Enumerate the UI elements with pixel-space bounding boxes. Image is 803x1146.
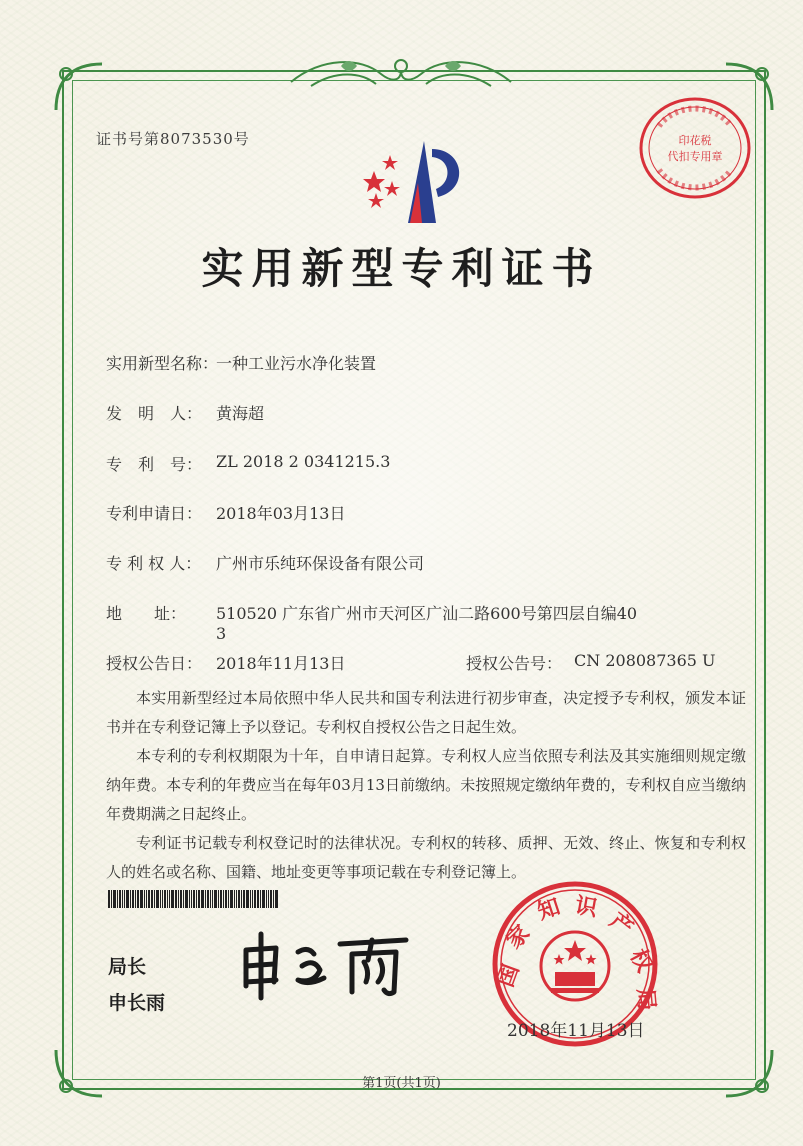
patentee-value: 广州市乐纯环保设备有限公司: [216, 554, 425, 573]
seal-char-3: 知: [534, 893, 564, 926]
director-signature: [236, 930, 416, 1002]
top-floral-ornament: [281, 52, 521, 96]
address-value-line1: 510520 广东省广州市天河区广汕二路600号第四层自编40: [216, 604, 638, 623]
national-emblem-icon: [541, 932, 609, 1000]
inventor-value: 黄海超: [216, 404, 265, 423]
seal-char-4: 识: [573, 892, 600, 922]
grant-number-value: CN 208087365 U: [574, 651, 716, 670]
patentee-label: 专 利 权 人：: [106, 554, 202, 573]
barcode: [108, 890, 343, 908]
seal-char-6: 权: [624, 944, 658, 977]
body-paragraph-3: 专利证书记载专利权登记时的法律状况。专利权的转移、质押、无效、终止、恢复和专利权人的姓名或名称、国籍、地址变更等事项记载在专利登记簿上。: [106, 834, 746, 881]
director-name: 申长雨: [108, 992, 166, 1014]
grant-date-label: 授权公告日：: [106, 654, 203, 673]
logo-p-stem: [408, 141, 436, 223]
inventor-label: 发 明 人：: [106, 404, 203, 423]
seal-char-1: 国: [492, 960, 525, 991]
patent-number-value: ZL 2018 2 0341215.3: [216, 452, 391, 471]
patent-office-logo: [352, 133, 480, 228]
address-value-line2: 3: [216, 624, 227, 643]
body-paragraph-2: 本专利的专利权期限为十年，自申请日起算。专利权人应当依照专利法及其实施细则规定缴纳年费。本专利的年费应当在每年03月13日前缴纳。未按照规定缴纳年费的，专利权自应当缴纳年费期满之日起终止。: [106, 747, 746, 823]
logo-p-bowl: [432, 149, 459, 197]
director-title: 局长: [108, 956, 147, 978]
tax-stamp-line1: 印花税: [678, 134, 712, 147]
body-paragraph-1: 本实用新型经过本局依照中华人民共和国专利法进行初步审查，决定授予专利权，颁发本证书并在专利登记簿上予以登记。专利权自授权公告之日起生效。: [106, 689, 746, 736]
grant-number-label: 授权公告号：: [466, 654, 563, 673]
certificate-title: 实用新型专利证书: [201, 244, 602, 293]
tax-stamp-line2: 代扣专用章: [667, 150, 723, 163]
patent-number-label: 专 利 号：: [106, 455, 203, 474]
address-label: 地 址：: [106, 604, 187, 623]
seal-char-7: 局: [632, 987, 660, 1012]
application-date-value: 2018年03月13日: [216, 504, 346, 523]
utility-model-name-value: 一种工业污水净化装置: [216, 354, 377, 373]
seal-date: 2018年11月13日: [507, 1021, 645, 1041]
seal-char-5: 产: [604, 907, 638, 942]
grant-date-value: 2018年11月13日: [216, 654, 346, 673]
tax-stamp: [637, 96, 753, 200]
corner-ornament-top-left: [52, 60, 106, 114]
seal-char-2: 家: [501, 920, 536, 955]
logo-stars-icon: [363, 155, 400, 208]
certificate-number: 证书号第8073530号: [96, 130, 250, 148]
utility-model-name-label: 实用新型名称：: [106, 354, 219, 373]
application-date-label: 专利申请日：: [106, 504, 203, 523]
page-number: 第1页(共1页): [362, 1076, 441, 1091]
